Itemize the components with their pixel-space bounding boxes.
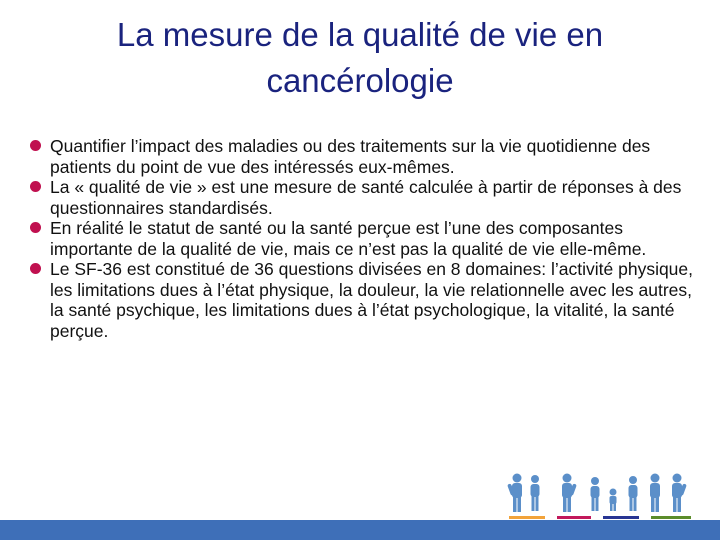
- bullet-text: Quantifier l’impact des maladies ou des traitements sur la vie quotidienne des patients du point de vue des intéressés eux-mêmes.: [50, 136, 651, 177]
- family-figures-logo: [505, 470, 700, 522]
- bullet-text: En réalité le statut de santé ou la santé perçue est l’une des composantes importante de la qualité de vie, mais ce n’est pas la qualité de vie elle-même.: [50, 218, 647, 259]
- bullet-text: La « qualité de vie » est une mesure de santé calculée à partir de réponses à des questionnaires standardisés.: [50, 177, 682, 218]
- bullet-dot-icon: [30, 140, 41, 151]
- bottom-bar: [0, 520, 720, 540]
- bullet-item: [30, 136, 695, 177]
- bullet-dot-icon: [30, 181, 41, 192]
- bullet-item: [30, 177, 695, 218]
- bullet-list: [30, 136, 695, 341]
- bullet-dot-icon: [30, 222, 41, 233]
- bullet-item: [30, 259, 695, 341]
- bullet-item: [30, 218, 695, 259]
- bullet-text: Le SF-36 est constitué de 36 questions divisées en 8 domaines: l’activité physique, les limitations dues à l’état physique, la douleur, la vie relationnelle avec les autres, la santé psychique, les limitations dues à l’état psychologique, la vitalité, la santé perçue.: [50, 259, 694, 341]
- bullet-dot-icon: [30, 263, 41, 274]
- slide-title: La mesure de la qualité de vie en cancérologie: [116, 16, 604, 99]
